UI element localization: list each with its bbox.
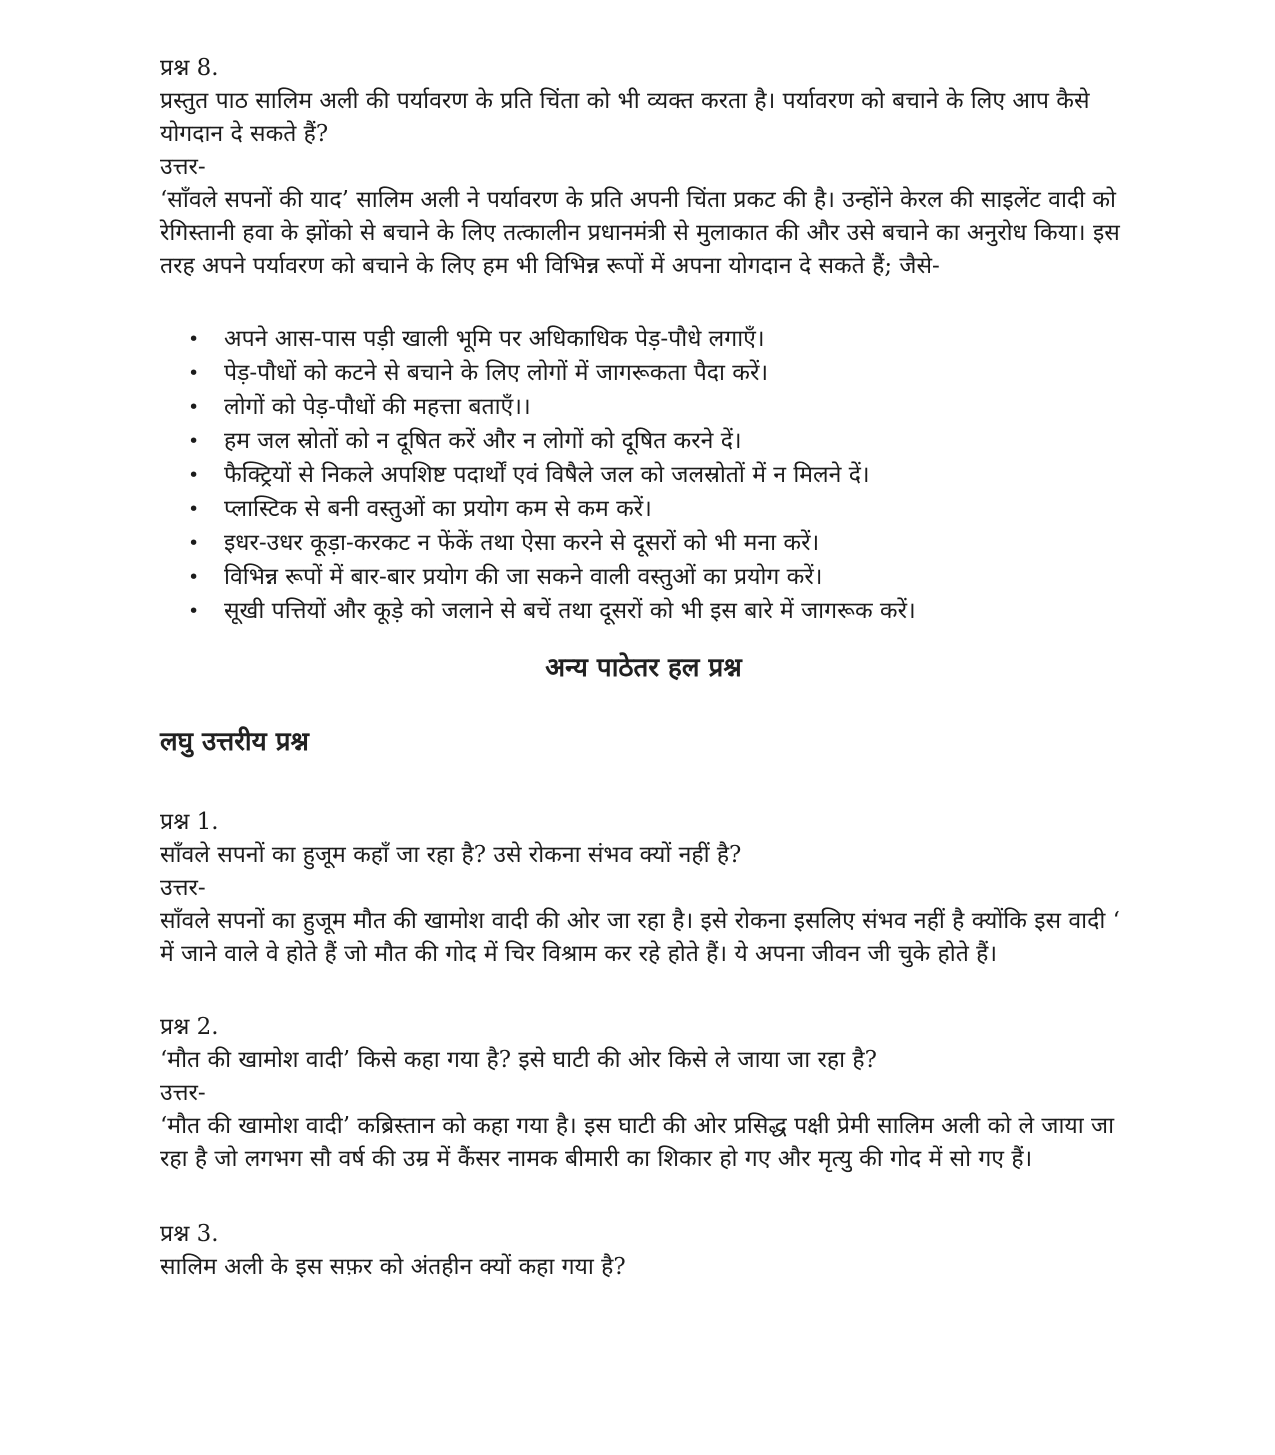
list-item bbox=[184, 492, 1127, 526]
list-item-text: लोगों को पेड़-पौधों की महत्ता बताएँ।। bbox=[224, 394, 531, 420]
list-item bbox=[184, 356, 1127, 390]
question-1-answer-label: उत्तर- bbox=[160, 875, 206, 901]
list-item-text: सूखी पत्तियों और कूड़े को जलाने से बचें तथा दूसरों को भी इस बारे में जागरूक करें। bbox=[224, 598, 916, 624]
list-item-text: अपने आस-पास पड़ी खाली भूमि पर अधिकाधिक पेड़-पौधे लगाएँ। bbox=[224, 326, 765, 352]
question-1-answer-text: साँवले सपनों का हुजूम मौत की खामोश वादी की ओर जा रहा है। इसे रोकना इसलिए संभव नहीं है क्योंकि इस वादी ‘ में जाने वाले वे होते हैं जो मौत की गोद में चिर विश्राम कर रहे होते हैं। ये अपना जीवन जी चुके होते हैं। bbox=[160, 908, 1120, 967]
list-item-text: विभिन्न रूपों में बार-बार प्रयोग की जा सकने वाली वस्तुओं का प्रयोग करें। bbox=[224, 564, 823, 590]
question-3-block bbox=[160, 1218, 1127, 1284]
bullet-icon: • bbox=[188, 464, 200, 486]
subsection-heading: लघु उत्तरीय प्रश्न bbox=[160, 727, 309, 757]
bullet-icon: • bbox=[188, 328, 200, 350]
section-heading: अन्य पाठेतर हल प्रश्न bbox=[545, 653, 742, 683]
bullet-icon: • bbox=[188, 566, 200, 588]
list-item bbox=[184, 322, 1127, 356]
question-8-text: प्रस्तुत पाठ सालिम अली की पर्यावरण के प्रति चिंता को भी व्यक्त करता है। पर्यावरण को बचाने के लिए आप कैसे योगदान दे सकते हैं? bbox=[160, 88, 1090, 147]
question-2-block bbox=[160, 1011, 1127, 1176]
question-3-text: सालिम अली के इस सफ़र को अंतहीन क्यों कहा गया है? bbox=[160, 1254, 626, 1280]
list-item bbox=[184, 560, 1127, 594]
list-item bbox=[184, 526, 1127, 560]
question-8-answer-text: ‘साँवले सपनों की याद’ सालिम अली ने पर्यावरण के प्रति अपनी चिंता प्रकट की है। उन्होंने केरल की साइलेंट वादी को रेगिस्तानी हवा के झोंको से बचाने के लिए तत्कालीन प्रधानमंत्री से मुलाकात की और उसे बचाने का अनुरोध किया। इस तरह अपने पर्यावरण को बचाने के लिए हम भी विभिन्न रूपों में अपना योगदान दे सकते हैं; जैसे- bbox=[160, 187, 1120, 279]
question-8-answer-label: उत्तर- bbox=[160, 154, 206, 180]
list-item bbox=[184, 424, 1127, 458]
bullet-icon: • bbox=[188, 600, 200, 622]
question-8-block bbox=[160, 52, 1127, 283]
question-1-block bbox=[160, 806, 1127, 971]
question-1-label: प्रश्न 1. bbox=[160, 809, 219, 835]
question-2-answer-label: उत्तर- bbox=[160, 1080, 206, 1106]
bullet-icon: • bbox=[188, 396, 200, 418]
bullet-icon: • bbox=[188, 532, 200, 554]
question-2-label: प्रश्न 2. bbox=[160, 1014, 219, 1040]
list-item-text: प्लास्टिक से बनी वस्तुओं का प्रयोग कम से कम करें। bbox=[224, 496, 652, 522]
bullet-icon: • bbox=[188, 362, 200, 384]
bullet-icon: • bbox=[188, 430, 200, 452]
list-item-text: फैक्ट्रियों से निकले अपशिष्ट पदार्थों एवं विषैले जल को जलस्रोतों में न मिलने दें। bbox=[224, 462, 870, 488]
question-2-text: ‘मौत की खामोश वादी’ किसे कहा गया है? इसे घाटी की ओर किसे ले जाया जा रहा है? bbox=[160, 1047, 877, 1073]
question-8-label: प्रश्न 8. bbox=[160, 55, 219, 81]
list-item-text: हम जल स्रोतों को न दूषित करें और न लोगों को दूषित करने दें। bbox=[224, 428, 742, 454]
list-item bbox=[184, 458, 1127, 492]
list-item bbox=[184, 390, 1127, 424]
list-item bbox=[184, 594, 1127, 628]
list-item-text: पेड़-पौधों को कटने से बचाने के लिए लोगों में जागरूकता पैदा करें। bbox=[224, 360, 769, 386]
question-3-label: प्रश्न 3. bbox=[160, 1221, 219, 1247]
question-1-text: साँवले सपनों का हुजूम कहाँ जा रहा है? उसे रोकना संभव क्यों नहीं है? bbox=[160, 842, 742, 868]
bullet-icon: • bbox=[188, 498, 200, 520]
contribution-points-list bbox=[160, 322, 1127, 628]
list-item-text: इधर-उधर कूड़ा-करकट न फेंकें तथा ऐसा करने से दूसरों को भी मना करें। bbox=[224, 530, 820, 556]
question-2-answer-text: ‘मौत की खामोश वादी’ कब्रिस्तान को कहा गया है। इस घाटी की ओर प्रसिद्ध पक्षी प्रेमी सालिम अली को ले जाया जा रहा है जो लगभग सौ वर्ष की उम्र में कैंसर नामक बीमारी का शिकार हो गए और मृत्यु की गोद में सो गए हैं। bbox=[160, 1113, 1115, 1172]
